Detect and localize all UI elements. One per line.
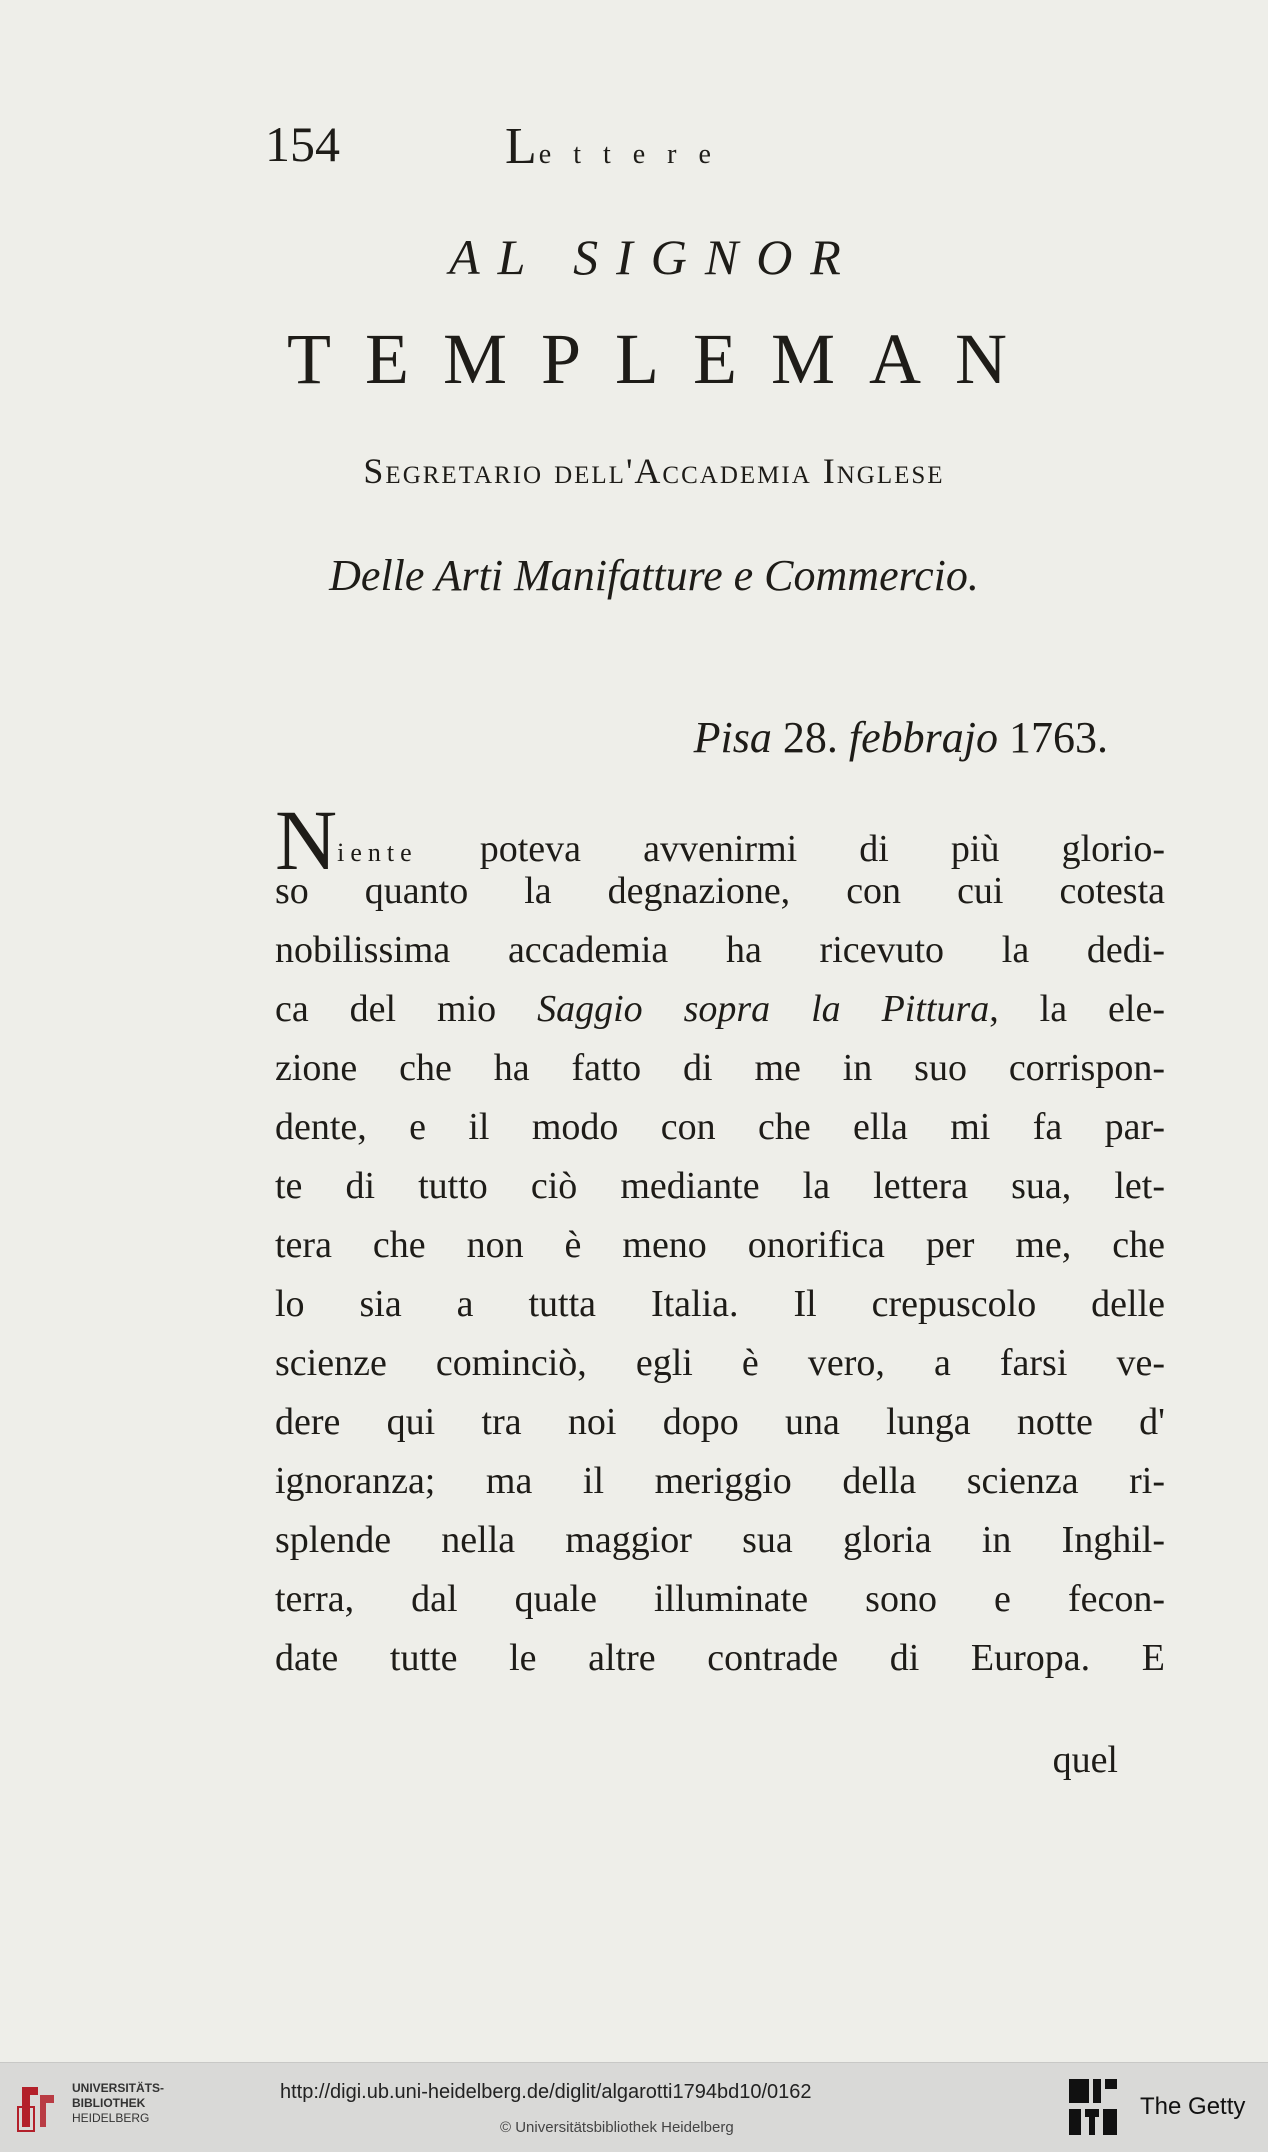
page-number: 154 <box>265 116 340 172</box>
permalink-url[interactable]: http://digi.ub.uni-heidelberg.de/diglit/algarotti1794bd10/0162 <box>280 2081 812 2103</box>
text-line: splende nella maggior sua gloria in Inghil- <box>275 1519 1165 1561</box>
library-logo-icon[interactable] <box>14 2081 62 2133</box>
first-word-smallcaps: iente <box>337 838 418 867</box>
library-name: UNIVERSITÄTS- BIBLIOTHEK HEIDELBERG <box>72 2081 165 2125</box>
text-line: ignoranza; ma il meriggio della scienza ri- <box>275 1460 1165 1502</box>
date-day: 28. <box>782 713 838 762</box>
catchword: quel <box>1052 1739 1118 1781</box>
date-year: 1763. <box>1009 713 1108 762</box>
text-line: dere qui tra noi dopo una lunga notte d' <box>275 1401 1165 1443</box>
text-line: nobilissima accademia ha ricevuto la dedi- <box>275 929 1165 971</box>
text-line: so quanto la degnazione, con cui cotesta <box>275 870 1165 912</box>
text-line: scienze cominciò, egli è vero, a farsi ve- <box>275 1342 1165 1384</box>
viewer-footer <box>0 2062 1268 2152</box>
recipient-name: TEMPLEMAN <box>287 319 1041 399</box>
getty-logo-icon[interactable] <box>1065 2075 1121 2139</box>
date-place: Pisa <box>693 713 772 762</box>
text-line: zione che ha fatto di me in suo corrispon- <box>275 1047 1165 1089</box>
sponsor-name: The Getty <box>1140 2093 1246 2120</box>
running-head-initial: L <box>505 118 539 175</box>
recipient-title: Segretario dell'Accademia Inglese <box>363 451 945 491</box>
running-head <box>505 117 733 176</box>
letter-body <box>275 792 1165 1695</box>
recipient-subtitle: Delle Arti Manifatture e Commercio. <box>329 551 979 600</box>
drop-cap: N <box>275 792 338 888</box>
running-head-rest: ettere <box>538 139 733 170</box>
work-title: Saggio sopra la Pittura <box>537 988 990 1030</box>
dateline <box>694 712 1108 763</box>
text-line: ca del mio Saggio sopra la Pittura, la ele- <box>275 988 1165 1030</box>
text-line: te di tutto ciò mediante la lettera sua, let- <box>275 1165 1165 1207</box>
page-header <box>265 115 905 175</box>
salutation: AL SIGNOR <box>449 229 859 285</box>
text-line: Niente poteva avvenirmi di più glorio- <box>275 792 1165 888</box>
text-line: terra, dal quale illuminate sono e fecon- <box>275 1578 1165 1620</box>
text-line: date tutte le altre contrade di Europa. E <box>275 1637 1165 1679</box>
text-line: dente, e il modo con che ella mi fa par- <box>275 1106 1165 1148</box>
date-month: febbrajo <box>848 713 998 762</box>
text-line: lo sia a tutta Italia. Il crepuscolo delle <box>275 1283 1165 1325</box>
text-line: tera che non è meno onorifica per me, che <box>275 1224 1165 1266</box>
copyright-notice: © Universitätsbibliothek Heidelberg <box>500 2119 734 2136</box>
